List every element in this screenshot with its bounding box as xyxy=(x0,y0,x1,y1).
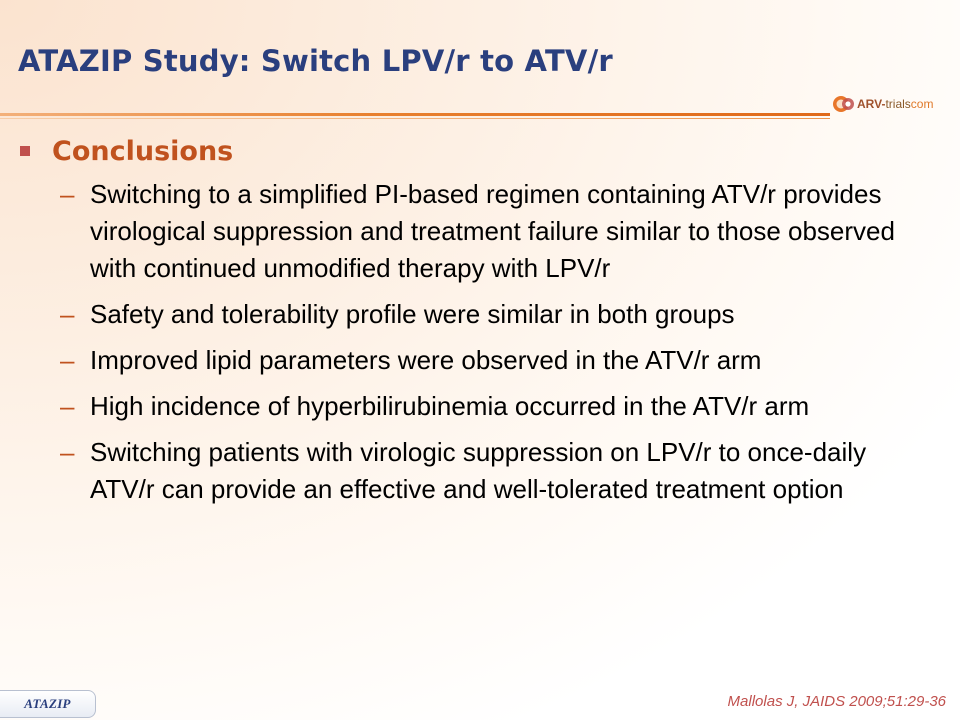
dash-bullet-icon: – xyxy=(60,299,75,329)
logo-text-main: trials xyxy=(885,97,911,111)
conclusions-section xyxy=(18,132,948,517)
dash-bullet-icon: – xyxy=(60,345,75,375)
section-title: Conclusions xyxy=(52,135,234,167)
list-item-text: Safety and tolerability profile were similar in both groups xyxy=(90,299,735,329)
section-header xyxy=(18,132,948,170)
slide-title: ATAZIP Study: Switch LPV/r to ATV/r xyxy=(18,44,613,78)
list-item-text: Switching patients with virologic suppression on LPV/r to once-daily ATV/r can provide an effective and well-tolerated treatment option xyxy=(90,437,867,504)
list-item xyxy=(18,296,948,333)
dash-bullet-icon: – xyxy=(60,437,75,467)
title-divider xyxy=(0,113,830,116)
list-item xyxy=(18,388,948,425)
arv-trials-logo-icon xyxy=(832,94,856,114)
dash-bullet-icon: – xyxy=(60,391,75,421)
study-tab xyxy=(0,690,96,718)
logo-text-strong: ARV- xyxy=(857,97,886,111)
list-item-text: Switching to a simplified PI-based regimen containing ATV/r provides virological suppression and treatment failure similar to those observed with continued unmodified therapy with LPV/r xyxy=(90,179,895,283)
conclusion-list xyxy=(18,176,948,508)
citation: Mallolas J, JAIDS 2009;51:29-36 xyxy=(727,693,946,710)
arv-trials-logo xyxy=(832,92,956,116)
list-item xyxy=(18,176,948,287)
study-tab-label: ATAZIP xyxy=(24,696,71,711)
logo-wordmark xyxy=(857,97,933,111)
list-item xyxy=(18,434,948,508)
dash-bullet-icon: – xyxy=(60,179,75,209)
square-bullet-icon xyxy=(20,146,30,156)
title-divider-thin xyxy=(0,118,830,119)
list-item xyxy=(18,342,948,379)
logo-text-light: com xyxy=(910,97,934,111)
list-item-text: High incidence of hyperbilirubinemia occurred in the ATV/r arm xyxy=(90,391,810,421)
list-item-text: Improved lipid parameters were observed in the ATV/r arm xyxy=(90,345,762,375)
